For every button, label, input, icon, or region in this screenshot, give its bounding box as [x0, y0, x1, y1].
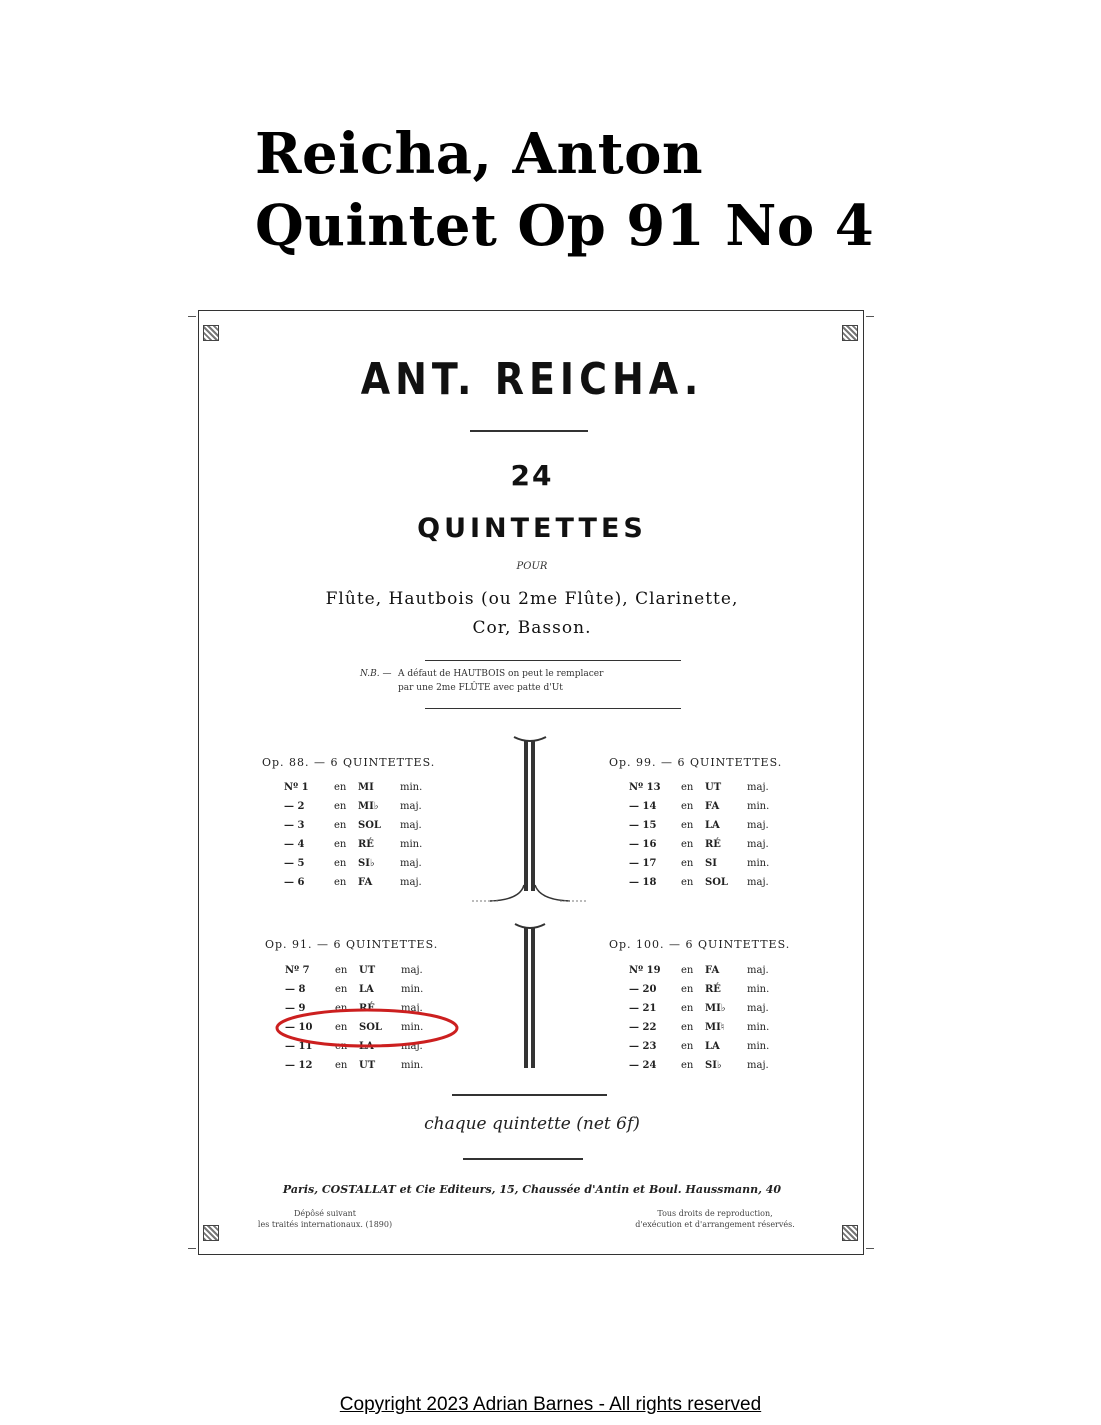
instruments-line-1: Flûte, Hautbois (ou 2me Flûte), Clarinette, — [325, 589, 739, 609]
column-divider-ornament-icon — [470, 735, 590, 905]
deposit-note: Dépôsé suivant les traités internationaux. (1890) — [257, 1209, 393, 1229]
divider — [452, 1094, 607, 1096]
crop-mark — [188, 316, 196, 317]
copyright-notice: Copyright 2023 Adrian Barnes - All rights reserved — [339, 1394, 762, 1415]
publisher-line: Paris, COSTALLAT et Cie Editeurs, 15, Chaussée d'Antin et Boul. Haussmann, 40 — [282, 1183, 782, 1196]
opus-99-group: Op. 99. — 6 QUINTETTES. Nº 13 en UT maj. — 14 en FA min. — 15 en LA maj. — 16 en RÉ maj. — 17 en SI min. — 18 en SOL maj. — [609, 756, 783, 888]
highlight-circle-icon — [272, 1005, 462, 1051]
title-composer: Reicha, Anton — [255, 121, 704, 187]
crop-mark — [866, 1248, 874, 1249]
group-heading: Op. 99. — 6 QUINTETTES. — [609, 756, 783, 769]
opus-88-group: Op. 88. — 6 QUINTETTES. Nº 1 en MI min. — 2 en MI♭ maj. — 3 en SOL maj. — 4 en RÉ min. — 5 en SI♭ maj. — 6 en FA maj. — [262, 756, 436, 888]
note-label: N.B. — — [360, 669, 392, 679]
corner-ornament-icon — [842, 1225, 858, 1241]
document-title — [255, 118, 874, 262]
opus-91-group: Op. 91. — 6 QUINTETTES. Nº 7 en UT maj. — 8 en LA min. — 9 en RÉ maj. — 10 en SOL min. — 11 en LA maj. — 12 en UT min. — [265, 938, 439, 1071]
group-heading: Op. 88. — 6 QUINTETTES. — [262, 756, 436, 769]
cover-composer: ANT. REICHA. — [360, 353, 704, 405]
crop-mark — [188, 1248, 196, 1249]
divider — [470, 430, 588, 432]
opus-100-group: Op. 100. — 6 QUINTETTES. Nº 19 en FA maj. — 20 en RÉ min. — 21 en MI♭ maj. — 22 en MI♮ min. — 23 en LA min. — 24 en SI♭ maj. — [609, 938, 791, 1071]
corner-ornament-icon — [203, 325, 219, 341]
rights-note: Tous droits de reproduction, d'exécution et d'arrangement réservés. — [635, 1209, 795, 1229]
price-note: chaque quintette (net 6f) — [424, 1114, 640, 1134]
crop-mark — [866, 316, 874, 317]
group-heading: Op. 91. — 6 QUINTETTES. — [265, 938, 439, 951]
instruments-line-2: Cor, Basson. — [472, 618, 592, 638]
cover-pour: POUR — [516, 561, 548, 572]
note-top-rule — [425, 660, 681, 661]
column-divider-ornament-icon — [505, 920, 555, 1070]
note-line-1: A défaut de HAUTBOIS on peut le remplacer — [398, 669, 604, 679]
cover-title: QUINTETTES — [417, 513, 647, 544]
cover-count: 24 — [510, 459, 554, 492]
note-bottom-rule — [425, 708, 681, 709]
corner-ornament-icon — [842, 325, 858, 341]
group-heading: Op. 100. — 6 QUINTETTES. — [609, 938, 791, 951]
title-work: Quintet Op 91 No 4 — [255, 193, 875, 259]
note-line-2: par une 2me FLÛTE avec patte d'Ut — [398, 683, 563, 693]
divider — [463, 1158, 583, 1160]
corner-ornament-icon — [203, 1225, 219, 1241]
